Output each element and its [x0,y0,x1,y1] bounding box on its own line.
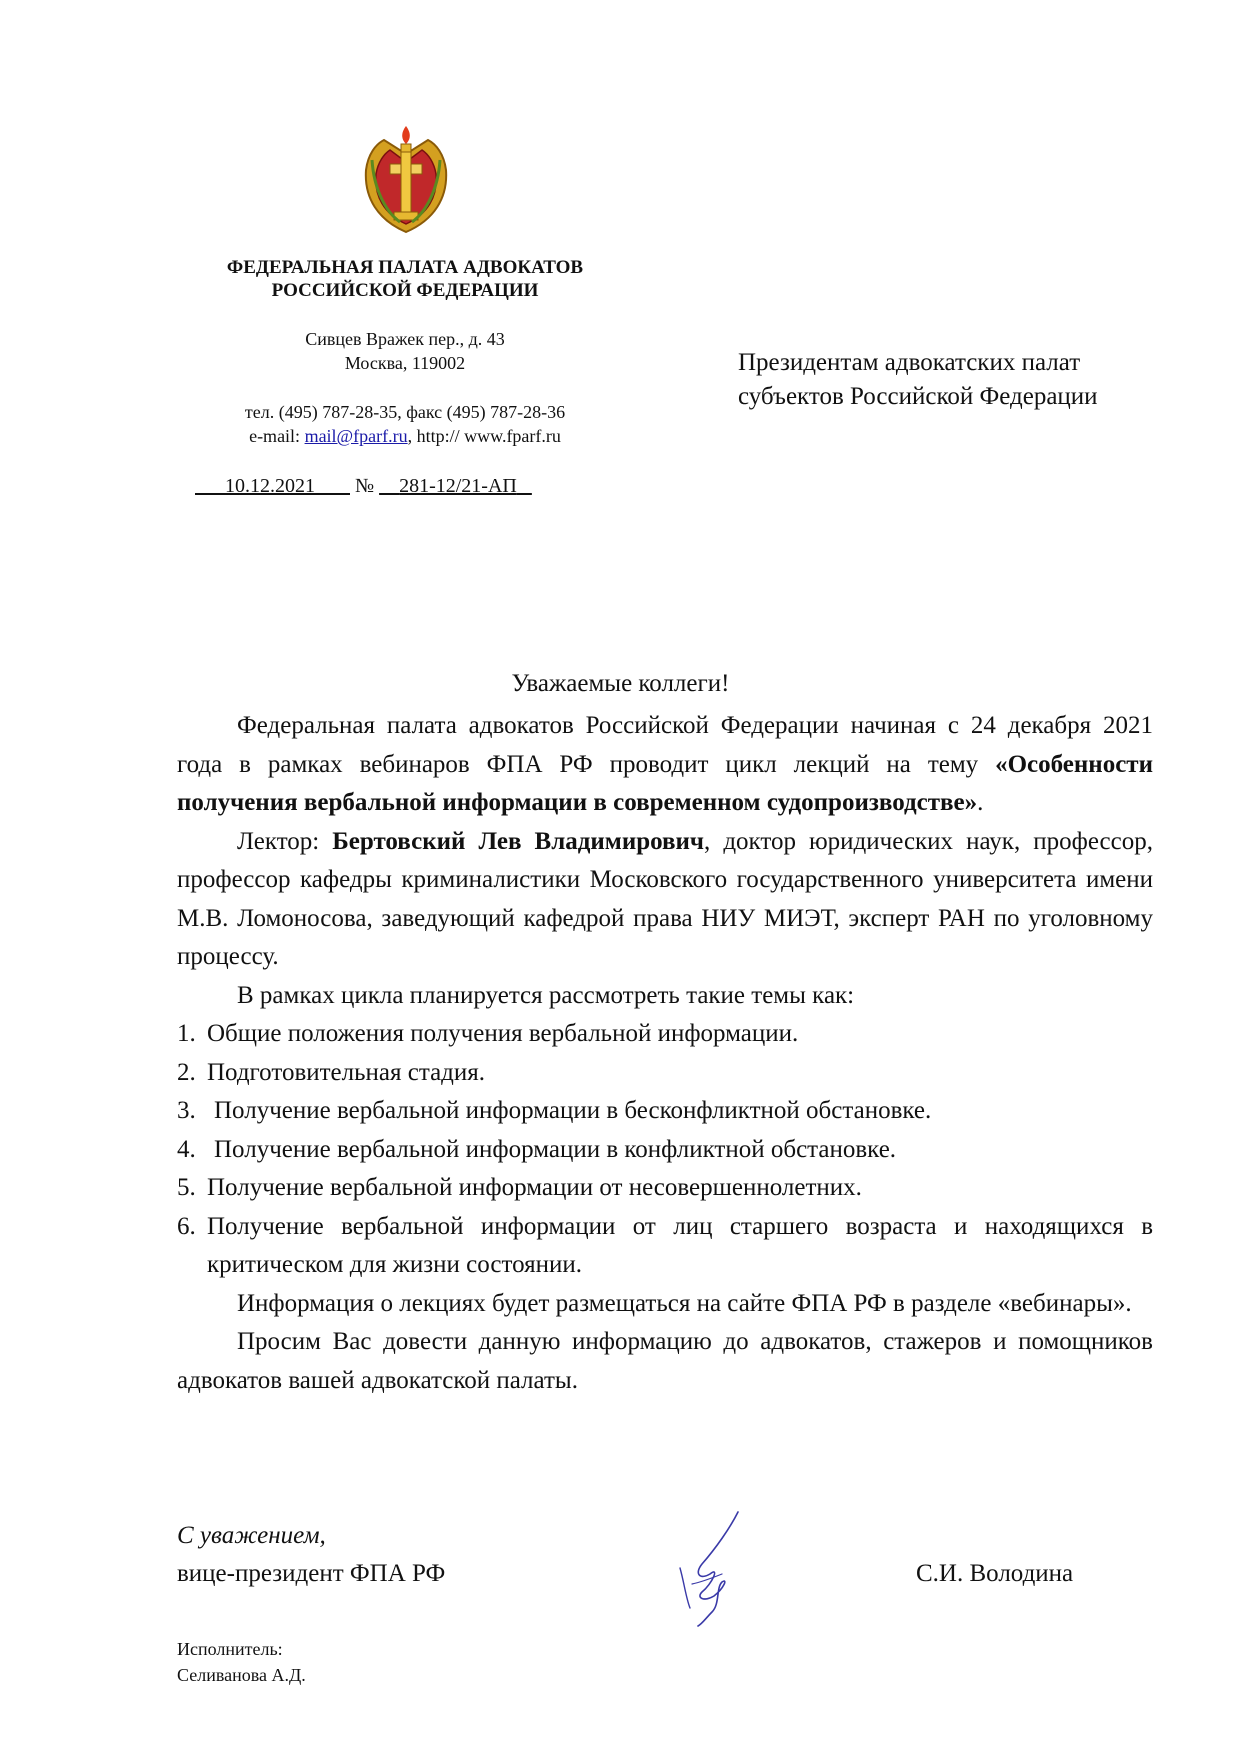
topics-intro: В рамках цикла планируется рассмотреть такие темы как: [237,981,855,1009]
topic-text: Получение вербальной информации от несовершеннолетних. [207,1174,862,1201]
intro-end: . [977,789,984,816]
topic-item [177,1131,1153,1170]
topic-number: 5. [177,1174,196,1201]
site-text: , http:// www.fparf.ru [407,426,561,446]
info-paragraph: Информация о лекциях будет размещаться на сайте ФПА РФ в разделе «вебинары». [237,1289,1132,1317]
organization-contacts [150,400,660,448]
intro-text: Федеральная палата адвокатов Российской Федерации начиная с 24 декабря 2021 года в рамках вебинаров ФПА РФ проводит цикл лекций на тему [177,712,1153,778]
organization-name [150,256,660,302]
topic-item [177,1169,1153,1208]
org-name-line2: РОССИЙСКОЙ ФЕДЕРАЦИИ [271,280,539,301]
lecturer-name: Бертовский Лев Владимирович [332,827,705,855]
greeting: Уважаемые коллеги! [511,670,730,697]
document-number: 281-12/21-АП [399,475,517,497]
lecturer-info: , доктор юридических наук, профессор, профессор кафедры криминалистики Московского государственного университета имени М.В. Ломоносова, заведующий кафедрой права НИУ МИЭТ, эксперт РАН по уголовному процессу. [177,827,1153,970]
topic-text: Подготовительная стадия. [207,1058,486,1086]
document-date: 10.12.2021 [225,475,315,497]
signer-position: вице-президент ФПА РФ [177,1560,446,1587]
lecture-series-title: «Особенности получения вербальной информации в современном судопроизводстве» [177,750,1153,816]
request-paragraph: Просим Вас довести данную информацию до адвокатов, стажеров и помощников адвокатов вашей адвокатской палаты. [177,1328,1153,1394]
topics-list [177,1015,1153,1285]
registration-line [195,475,532,498]
addressee-line2: субъектов Российской Федерации [738,383,1098,410]
organization-address [150,327,660,375]
number-label: № [355,475,375,497]
topic-number: 1. [177,1020,196,1047]
handwritten-signature [672,1508,772,1628]
topic-number: 6. [177,1212,196,1240]
lecturer-label: Лектор: [237,827,333,855]
fpa-emblem [360,120,452,238]
phone-line: тел. (495) 787-28-35, факс (495) 787-28-36 [244,402,566,422]
lecturer-paragraph [177,823,1153,977]
topic-text: Получение вербальной информации от лиц старшего возраста и находящихся в критическом для жизни состоянии. [207,1212,1153,1278]
executor-block [177,1636,306,1688]
topic-item [177,1208,1153,1285]
letter-body [177,707,1153,1400]
executor-label: Исполнитель: [177,1639,283,1659]
address-line2: Москва, 119002 [344,353,466,373]
topic-item [177,1015,1153,1054]
signer-name: С.И. Володина [916,1560,1074,1587]
email-label: e-mail: [249,426,305,446]
executor-name: Селиванова А.Д. [177,1665,306,1685]
addressee-line1: Президентам адвокатских палат [738,349,1081,376]
topic-item [177,1054,1153,1093]
org-name-line1: ФЕДЕРАЛЬНАЯ ПАЛАТА АДВОКАТОВ [226,257,584,278]
topic-text: Получение вербальной информации в бесконфликтной обстановке. [214,1097,932,1124]
email-site-line [150,424,660,448]
intro-paragraph [177,707,1153,823]
addressee [738,346,1098,414]
topic-text: Получение вербальной информации в конфликтной обстановке. [214,1135,897,1163]
address-line1: Сивцев Вражек пер., д. 43 [305,329,505,349]
topic-number: 2. [177,1058,196,1086]
topic-number: 4. [177,1135,196,1163]
email-link[interactable]: mail@fparf.ru [304,426,408,446]
topic-item [177,1092,1153,1131]
topic-number: 3. [177,1097,196,1124]
topic-text: Общие положения получения вербальной информации. [207,1020,799,1047]
closing-regards: С уважением, [177,1522,326,1549]
